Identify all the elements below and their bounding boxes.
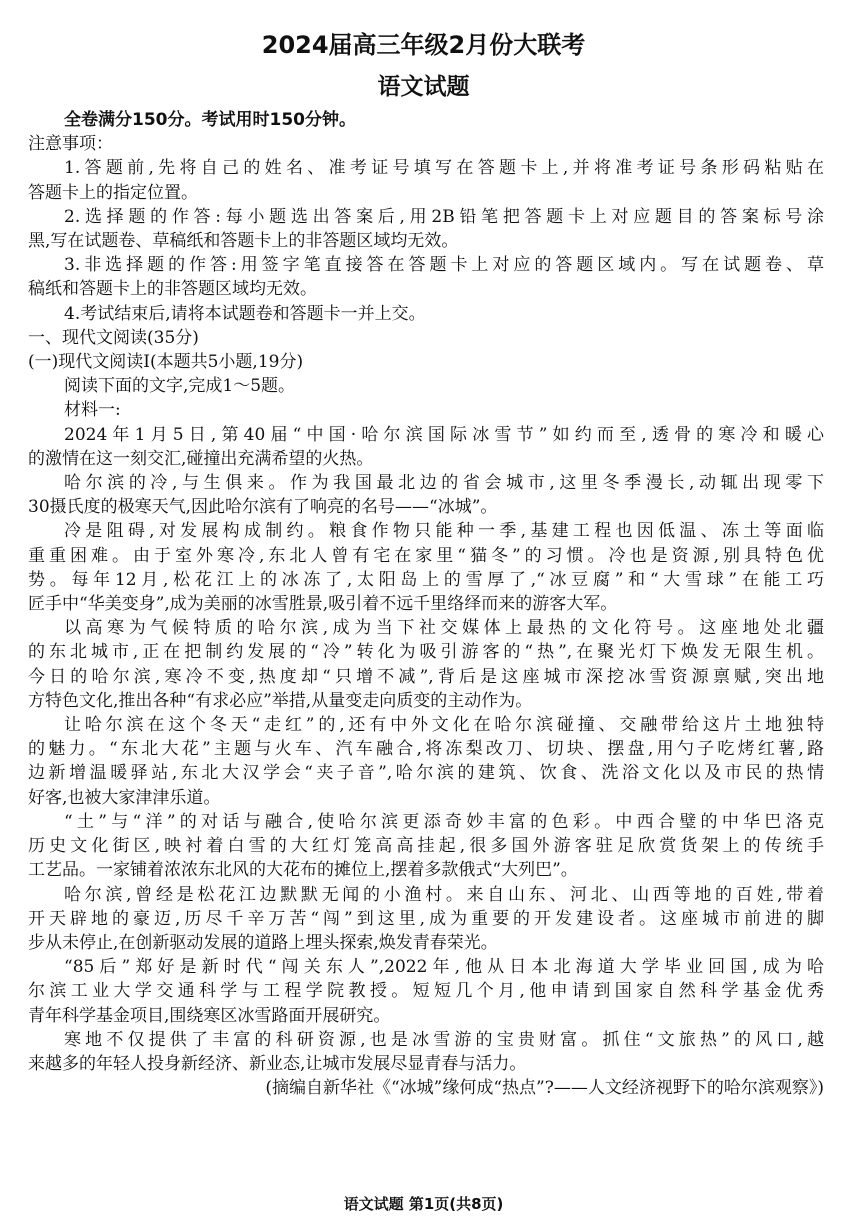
passage-line: 方特色文化,推出各种“有求必应”举措,从量变走向质变的主动作为。 xyxy=(28,690,533,711)
passage-line: 好客,也被大家津津乐道。 xyxy=(28,787,221,808)
passage-line: 的激情在这一刻交汇,碰撞出充满希望的火热。 xyxy=(28,448,374,469)
note-line: 1.答题前,先将自己的姓名、准考证号填写在答题卡上,并将准考证号条形码粘贴在 xyxy=(64,158,824,179)
exam-title: 2024届高三年级2月份大联考 xyxy=(261,31,586,59)
passage-line: 步从未停止,在创新驱动发展的道路上埋头探索,焕发青春荣光。 xyxy=(28,932,498,953)
exam-body xyxy=(28,108,824,1100)
passage-line: 工艺品。一家铺着浓浓东北风的大花布的摊位上,摆着多款俄式“大列巴”。 xyxy=(28,860,578,881)
passage-line: “土”与“洋”的对话与融合,使哈尔滨更添奇妙丰富的色彩。中西合璧的中华巴洛克 xyxy=(64,811,824,832)
passage-line: 匠手中“华美变身”,成为美丽的冰雪胜景,吸引着不远千里络绎而来的游客大军。 xyxy=(28,594,618,615)
section-instruction: 阅读下面的文字,完成1～5题。 xyxy=(64,376,296,397)
passage-line: 的东北城市,正在把制约发展的“冷”转化为吸引游客的“热”,在聚光灯下焕发无限生机。 xyxy=(28,642,824,663)
passage-line: 30摄氏度的极寒天气,因此哈尔滨有了响亮的名号——“冰城”。 xyxy=(28,497,498,518)
passage-line: 寒地不仅提供了丰富的科研资源,也是冰雪游的宝贵财富。抓住“文旅热”的风口,越 xyxy=(64,1029,824,1050)
passage-line: 让哈尔滨在这个冬天“走红”的,还有中外文化在哈尔滨碰撞、交融带给这片土地独特 xyxy=(64,715,824,736)
note-line: 黑,写在试题卷、草稿纸和答题卡上的非答题区域均无效。 xyxy=(28,231,459,252)
passage-line: 尔滨工业大学交通科学与工程学院教授。短短几个月,他申请到国家自然科学基金优秀 xyxy=(28,981,824,1002)
note-line: 答题卡上的指定位置。 xyxy=(28,182,198,203)
note-line: 3.非选择题的作答:用签字笔直接答在答题卡上对应的答题区域内。写在试题卷、草 xyxy=(64,255,824,276)
exam-subject: 语文试题 xyxy=(377,74,470,100)
passage-source: (摘编自新华社《“冰城”缘何成“热点”?——人文经济视野下的哈尔滨观察》) xyxy=(265,1078,824,1099)
material-label: 材料一: xyxy=(64,400,121,421)
passage-line: 的魅力。“东北大花”主题与火车、汽车融合,将冻梨改刀、切块、摆盘,用勺子吃烤红薯,路 xyxy=(28,739,824,760)
passage-line: 来越多的年轻人投身新经济、新业态,让城市发展尽显青春与活力。 xyxy=(28,1053,527,1074)
passage-line: 以高寒为气候特质的哈尔滨,成为当下社交媒体上最热的文化符号。这座地处北疆 xyxy=(64,618,824,639)
passage-line: “85后”郑好是新时代“闯关东人”,2022年,他从日本北海道大学毕业回国,成为哈 xyxy=(64,957,824,978)
passage-line: 青年科学基金项目,围绕寒区冰雪路面开展研究。 xyxy=(28,1005,391,1026)
passage-line: 开天辟地的豪迈,历尽千辛万苦“闯”到这里,成为重要的开发建设者。这座城市前进的脚 xyxy=(28,908,824,929)
passage-line: 2024年1月5日,第40届“中国·哈尔滨国际冰雪节”如约而至,透骨的寒冷和暖心 xyxy=(64,424,824,445)
passage-line: 今日的哈尔滨,寒冷不变,热度却“只增不减”,背后是这座城市深挖冰雪资源禀赋,突出地 xyxy=(28,666,824,687)
passage-line: 哈尔滨,曾经是松花江边默默无闻的小渔村。来自山东、河北、山西等地的百姓,带着 xyxy=(64,884,824,905)
page-footer: 语文试题 第1页(共8页) xyxy=(343,1195,504,1213)
passage-line: 哈尔滨的冷,与生俱来。作为我国最北边的省会城市,这里冬季漫长,动辄出现零下 xyxy=(64,473,824,494)
exam-info: 全卷满分150分。考试用时150分钟。 xyxy=(64,110,356,130)
section-heading: 一、现代文阅读(35分) xyxy=(28,327,199,348)
passage-line: 冷是阻碍,对发展构成制约。粮食作物只能种一季,基建工程也因低温、冻土等面临 xyxy=(64,521,824,542)
section-sub-heading: (一)现代文阅读Ⅰ(本题共5小题,19分) xyxy=(28,352,304,373)
notes-heading: 注意事项： xyxy=(28,134,113,155)
passage-line: 边新增温暖驿站,东北大汉学会“夹子音”,哈尔滨的建筑、饮食、洗浴文化以及市民的热情 xyxy=(28,763,824,784)
passage-line: 重重困难。由于室外寒冷,东北人曾有宅在家里“猫冬”的习惯。冷也是资源,别具特色优 xyxy=(28,545,824,566)
note-line: 2.选择题的作答:每小题选出答案后,用2B铅笔把答题卡上对应题目的答案标号涂 xyxy=(64,206,824,227)
passage-line: 历史文化街区,映衬着白雪的大红灯笼高高挂起,很多国外游客驻足欣赏货架上的传统手 xyxy=(28,836,824,857)
note-line: 4.考试结束后,请将本试题卷和答题卡一并上交。 xyxy=(64,303,426,324)
note-line: 稿纸和答题卡上的非答题区域均无效。 xyxy=(28,279,317,300)
passage-line: 势。每年12月,松花江上的冰冻了,太阳岛上的雪厚了,“冰豆腐”和“大雪球”在能工巧 xyxy=(28,569,824,590)
